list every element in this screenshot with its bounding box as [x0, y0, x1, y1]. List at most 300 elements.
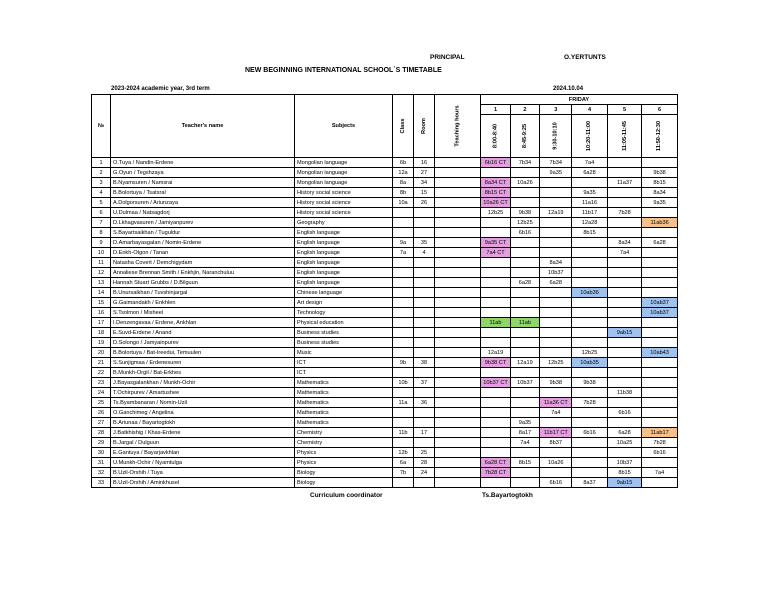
row-number: 28	[92, 428, 111, 438]
teacher-name: O.Ganchimeg / Angelina	[111, 408, 295, 418]
table-row	[92, 408, 678, 418]
class-cell: 11a	[393, 398, 414, 408]
row-number: 29	[92, 438, 111, 448]
period-cell	[642, 418, 677, 428]
period-cell	[572, 298, 607, 308]
period-cell	[540, 198, 572, 208]
period-number: 3	[540, 105, 572, 115]
class-cell	[393, 208, 414, 218]
period-cell	[572, 388, 607, 398]
period-cell	[510, 298, 539, 308]
room-cell: 35	[414, 238, 435, 248]
room-cell	[414, 278, 435, 288]
col-subjects: Subjects	[295, 95, 393, 158]
period-cell: 10ab37	[642, 298, 677, 308]
room-cell	[414, 338, 435, 348]
day-header: FRIDAY	[481, 95, 677, 105]
period-cell	[540, 318, 572, 328]
teacher-name: E.Suvd-Erdene / Anand	[111, 328, 295, 338]
teacher-name: B.Munkh-Orgil / Bat-Erkhes	[111, 368, 295, 378]
period-cell: 10b37	[607, 458, 642, 468]
period-cell: 8b15	[572, 228, 607, 238]
hours-cell	[435, 358, 481, 368]
subject: Mathematics	[295, 378, 393, 388]
period-cell: 10ab35	[572, 358, 607, 368]
period-cell: 7a4	[607, 248, 642, 258]
period-cell: 8b15 CT	[481, 188, 511, 198]
table-row	[92, 348, 678, 358]
room-cell: 26	[414, 198, 435, 208]
row-number: 8	[92, 228, 111, 238]
hours-cell	[435, 198, 481, 208]
period-cell: 9b38	[540, 378, 572, 388]
teacher-name: Annaliese Brennan Smith / Enkhjin, Naranchuluu	[111, 268, 295, 278]
hours-cell	[435, 288, 481, 298]
table-row	[92, 198, 678, 208]
row-number: 1	[92, 158, 111, 168]
class-cell	[393, 278, 414, 288]
hours-cell	[435, 458, 481, 468]
period-cell	[510, 198, 539, 208]
class-cell: 12a	[393, 168, 414, 178]
subject: Mongolian language	[295, 168, 393, 178]
hours-cell	[435, 158, 481, 168]
row-number: 31	[92, 458, 111, 468]
period-cell	[481, 338, 511, 348]
subject: History social science	[295, 198, 393, 208]
timetable-date: 2024.10.04	[553, 86, 584, 92]
room-cell: 38	[414, 358, 435, 368]
hours-cell	[435, 308, 481, 318]
room-cell: 34	[414, 178, 435, 188]
period-cell	[642, 328, 677, 338]
table-row	[92, 388, 678, 398]
hours-cell	[435, 228, 481, 238]
subject: Biology	[295, 468, 393, 478]
period-cell: 11ab	[481, 318, 511, 328]
period-cell	[607, 228, 642, 238]
period-cell	[510, 468, 539, 478]
table-row	[92, 438, 678, 448]
period-cell: 7b34	[540, 158, 572, 168]
period-time: 8:00-8:40	[481, 115, 511, 158]
room-cell: 16	[414, 158, 435, 168]
hours-cell	[435, 248, 481, 258]
hours-cell	[435, 418, 481, 428]
teacher-name: D.Lkhagvasuren / Jamiyanpurev	[111, 218, 295, 228]
row-number: 30	[92, 448, 111, 458]
period-time: 9:30-10:10	[540, 115, 572, 158]
period-cell	[642, 258, 677, 268]
class-cell: 7a	[393, 248, 414, 258]
col-teacher: Teacher's name	[111, 95, 295, 158]
hours-cell	[435, 268, 481, 278]
class-cell	[393, 298, 414, 308]
subject: English language	[295, 268, 393, 278]
period-cell: 9b38	[642, 168, 677, 178]
class-cell	[393, 318, 414, 328]
subject: Technology	[295, 308, 393, 318]
class-cell: 12b	[393, 448, 414, 458]
period-cell: 12a19	[540, 208, 572, 218]
period-cell	[607, 198, 642, 208]
subject: History social science	[295, 188, 393, 198]
class-cell	[393, 418, 414, 428]
period-cell	[642, 378, 677, 388]
table-row	[92, 188, 678, 198]
table-row	[92, 228, 678, 238]
period-cell: 6a28	[572, 168, 607, 178]
period-cell	[510, 398, 539, 408]
period-cell: 11a37	[607, 178, 642, 188]
period-cell	[481, 288, 511, 298]
period-cell	[642, 228, 677, 238]
period-cell	[510, 308, 539, 318]
period-cell	[481, 418, 511, 428]
period-cell: 9ab15	[607, 328, 642, 338]
teacher-name: S.Bayartsaikhan / Tuguldur	[111, 228, 295, 238]
period-cell: 6b16	[510, 228, 539, 238]
row-number: 7	[92, 218, 111, 228]
room-cell: 24	[414, 468, 435, 478]
period-cell	[607, 448, 642, 458]
period-cell: 8a34 CT	[481, 178, 511, 188]
room-cell	[414, 268, 435, 278]
period-cell	[642, 158, 677, 168]
class-cell: 10b	[393, 378, 414, 388]
row-number: 18	[92, 328, 111, 338]
table-row	[92, 178, 678, 188]
period-cell	[607, 188, 642, 198]
period-cell: 8b15	[607, 468, 642, 478]
period-cell	[607, 318, 642, 328]
teacher-name: Ts.Byambanaran / Nomin-Uzil	[111, 398, 295, 408]
teacher-name: B.Bolortuya / Tsatsral	[111, 188, 295, 198]
table-row	[92, 458, 678, 468]
period-cell: 11a36 CT	[540, 398, 572, 408]
period-cell: 6b16 CT	[481, 158, 511, 168]
period-cell: 12b25	[572, 348, 607, 358]
period-cell	[572, 458, 607, 468]
period-cell	[481, 268, 511, 278]
period-cell	[540, 308, 572, 318]
period-cell: 8b15	[642, 178, 677, 188]
period-cell: 10ab43	[642, 348, 677, 358]
period-cell: 8a34	[642, 188, 677, 198]
class-cell	[393, 288, 414, 298]
subject: Mathematics	[295, 418, 393, 428]
period-cell	[572, 308, 607, 318]
subject: History social science	[295, 208, 393, 218]
period-cell	[642, 408, 677, 418]
period-cell	[510, 338, 539, 348]
period-cell	[642, 338, 677, 348]
period-number: 2	[510, 105, 539, 115]
period-cell: 9a35 CT	[481, 238, 511, 248]
row-number: 20	[92, 348, 111, 358]
subject: Chinese language	[295, 288, 393, 298]
period-cell	[572, 408, 607, 418]
period-cell	[540, 368, 572, 378]
table-row	[92, 158, 678, 168]
row-number: 15	[92, 298, 111, 308]
period-cell: 6b16	[642, 448, 677, 458]
table-row	[92, 258, 678, 268]
row-number: 32	[92, 468, 111, 478]
period-cell: 11ab36	[642, 218, 677, 228]
room-cell	[414, 418, 435, 428]
period-cell	[510, 478, 539, 488]
period-cell	[481, 408, 511, 418]
period-cell	[642, 478, 677, 488]
table-row	[92, 468, 678, 478]
period-cell: 10b37	[510, 378, 539, 388]
period-cell	[540, 348, 572, 358]
table-row	[92, 298, 678, 308]
class-cell	[393, 228, 414, 238]
period-cell	[607, 158, 642, 168]
teacher-name: O.Tuya / Nandin-Erdene	[111, 158, 295, 168]
period-cell: 8a17	[510, 428, 539, 438]
teacher-name: B.Ariunaa / Bayartogtokh	[111, 418, 295, 428]
period-cell: 8a37	[572, 478, 607, 488]
period-cell	[481, 328, 511, 338]
table-row	[92, 428, 678, 438]
period-cell	[481, 388, 511, 398]
class-cell	[393, 408, 414, 418]
class-cell	[393, 368, 414, 378]
period-cell	[481, 368, 511, 378]
col-class: Class	[393, 95, 414, 158]
class-cell	[393, 308, 414, 318]
coordinator-label: Curriculum coordinator	[310, 492, 383, 499]
teacher-name: T.Ochirpurev / Amartushee	[111, 388, 295, 398]
row-number: 5	[92, 198, 111, 208]
hours-cell	[435, 408, 481, 418]
row-number: 9	[92, 238, 111, 248]
period-cell	[481, 448, 511, 458]
teacher-name: D.Solongo / Jamyainpurev	[111, 338, 295, 348]
class-cell: 8a	[393, 178, 414, 188]
teacher-name: B.Jargal / Dulguun	[111, 438, 295, 448]
period-cell	[572, 318, 607, 328]
period-cell	[481, 478, 511, 488]
period-cell: 9a35	[642, 198, 677, 208]
subject: Physical education	[295, 318, 393, 328]
period-cell	[642, 268, 677, 278]
period-cell	[540, 288, 572, 298]
subject: Physics	[295, 458, 393, 468]
period-cell: 10b37 CT	[481, 378, 511, 388]
subject: English language	[295, 238, 393, 248]
teacher-name: S.Sunjigmaa / Erdenesuren	[111, 358, 295, 368]
hours-cell	[435, 298, 481, 308]
row-number: 4	[92, 188, 111, 198]
period-cell	[607, 338, 642, 348]
row-number: 16	[92, 308, 111, 318]
teacher-name: Natasha Covert / Demchigydam	[111, 258, 295, 268]
period-cell	[510, 258, 539, 268]
teacher-name: B.Bolortuya / Bat-Ireedui, Temuulen	[111, 348, 295, 358]
period-cell	[481, 228, 511, 238]
subject: Art design	[295, 298, 393, 308]
row-number: 26	[92, 408, 111, 418]
hours-cell	[435, 338, 481, 348]
period-time: 10:20-11:00	[572, 115, 607, 158]
class-cell	[393, 478, 414, 488]
period-cell: 9b38	[510, 208, 539, 218]
table-row	[92, 208, 678, 218]
period-cell	[481, 428, 511, 438]
subject: Business studies	[295, 338, 393, 348]
period-cell	[642, 388, 677, 398]
table-row	[92, 168, 678, 178]
subject: Geography	[295, 218, 393, 228]
table-row	[92, 308, 678, 318]
table-row	[92, 478, 678, 488]
period-cell: 10b37	[540, 268, 572, 278]
class-cell	[393, 338, 414, 348]
subject: Chemistry	[295, 438, 393, 448]
timetable	[91, 94, 678, 488]
hours-cell	[435, 438, 481, 448]
period-cell	[540, 188, 572, 198]
subject: Mathematics	[295, 388, 393, 398]
room-cell	[414, 318, 435, 328]
teacher-name: G.Gaimandakh / Enkhlen	[111, 298, 295, 308]
period-cell: 6a28 CT	[481, 458, 511, 468]
period-cell: 6a28	[642, 238, 677, 248]
period-cell	[572, 368, 607, 378]
period-cell: 9a35	[540, 168, 572, 178]
col-room: Room	[414, 95, 435, 158]
teacher-name: B.Nyamsuren / Namsrai	[111, 178, 295, 188]
period-cell	[642, 368, 677, 378]
period-cell: 6a28	[510, 278, 539, 288]
period-cell: 7a4	[510, 438, 539, 448]
class-cell	[393, 218, 414, 228]
period-cell	[510, 368, 539, 378]
table-row	[92, 268, 678, 278]
hours-cell	[435, 388, 481, 398]
period-cell: 7b28	[642, 438, 677, 448]
period-cell	[510, 248, 539, 258]
period-cell	[642, 358, 677, 368]
period-cell	[572, 438, 607, 448]
period-cell: 10a26	[510, 178, 539, 188]
period-cell	[481, 218, 511, 228]
period-cell	[607, 298, 642, 308]
row-number: 17	[92, 318, 111, 328]
period-cell	[540, 388, 572, 398]
period-cell: 6b16	[540, 478, 572, 488]
period-cell	[572, 328, 607, 338]
period-cell	[510, 288, 539, 298]
period-cell	[510, 268, 539, 278]
hours-cell	[435, 208, 481, 218]
subject: Mongolian language	[295, 158, 393, 168]
period-cell: 10a26 CT	[481, 198, 511, 208]
period-time: 11:05-11:45	[607, 115, 642, 158]
period-cell	[481, 278, 511, 288]
period-cell	[642, 458, 677, 468]
period-cell: 12b25	[510, 218, 539, 228]
period-cell: 6a28	[540, 278, 572, 288]
class-cell: 10a	[393, 198, 414, 208]
subject: English language	[295, 228, 393, 238]
table-row	[92, 398, 678, 408]
period-cell	[642, 278, 677, 288]
period-cell	[607, 268, 642, 278]
period-cell: 6b16	[572, 428, 607, 438]
period-cell	[572, 338, 607, 348]
period-cell	[607, 358, 642, 368]
period-cell	[607, 278, 642, 288]
room-cell: 37	[414, 378, 435, 388]
period-cell	[607, 418, 642, 428]
class-cell	[393, 328, 414, 338]
period-cell	[540, 328, 572, 338]
hours-cell	[435, 168, 481, 178]
teacher-name: J.Bayasgalankhan / Munkh-Ochir	[111, 378, 295, 388]
period-cell	[607, 398, 642, 408]
teacher-name: S.Tsolmon / Misheel	[111, 308, 295, 318]
period-cell	[540, 218, 572, 228]
period-cell	[607, 378, 642, 388]
class-cell	[393, 388, 414, 398]
period-cell: 7b28	[572, 398, 607, 408]
period-cell: 11b38	[607, 388, 642, 398]
coordinator-name: Ts.Bayartogtokh	[482, 492, 533, 499]
hours-cell	[435, 468, 481, 478]
period-cell: 11b17 CT	[540, 428, 572, 438]
period-cell: 12a19	[510, 358, 539, 368]
table-row	[92, 338, 678, 348]
teacher-name: A.Dolgorsuren / Ariunzaya	[111, 198, 295, 208]
room-cell	[414, 208, 435, 218]
table-row	[92, 378, 678, 388]
period-cell	[510, 448, 539, 458]
row-number: 11	[92, 258, 111, 268]
principal-label: PRINCIPAL	[430, 54, 465, 61]
period-cell	[540, 178, 572, 188]
table-row	[92, 238, 678, 248]
period-cell: 11b17	[572, 208, 607, 218]
period-cell	[572, 468, 607, 478]
class-cell: 7b	[393, 468, 414, 478]
principal-name: O.YERTUNTS	[564, 54, 606, 61]
period-cell	[540, 248, 572, 258]
subject: Biology	[295, 478, 393, 488]
period-cell	[510, 188, 539, 198]
room-cell: 27	[414, 168, 435, 178]
period-number: 1	[481, 105, 511, 115]
period-cell	[540, 338, 572, 348]
period-cell	[510, 238, 539, 248]
subject: Chemistry	[295, 428, 393, 438]
class-cell: 6a	[393, 458, 414, 468]
period-cell: 9a35	[572, 188, 607, 198]
subject: English language	[295, 258, 393, 268]
row-number: 2	[92, 168, 111, 178]
period-cell	[540, 448, 572, 458]
class-cell	[393, 258, 414, 268]
room-cell	[414, 388, 435, 398]
period-number: 5	[607, 105, 642, 115]
period-cell	[510, 348, 539, 358]
row-number: 10	[92, 248, 111, 258]
period-cell: 12b25	[481, 208, 511, 218]
